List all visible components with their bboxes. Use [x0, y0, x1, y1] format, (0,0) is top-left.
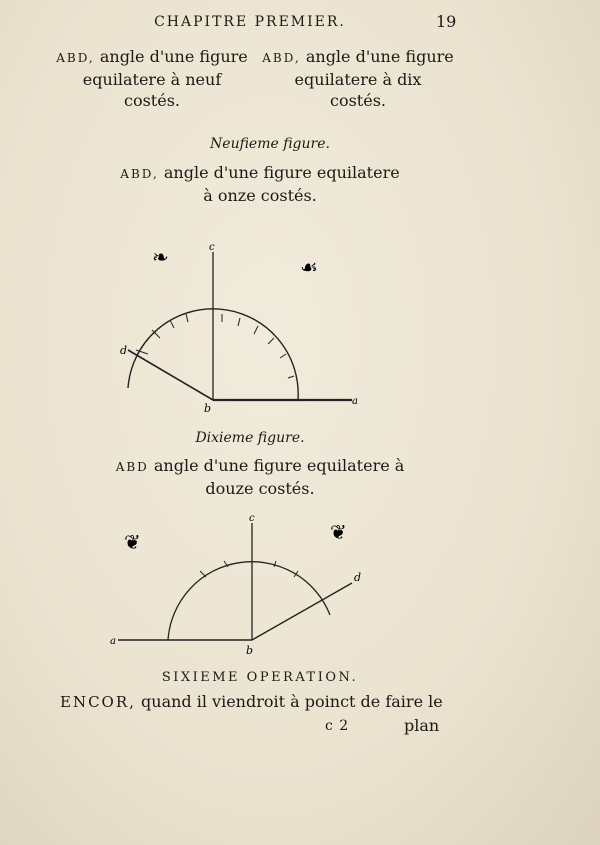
caption-line: equilatere à neuf: [82, 70, 222, 89]
point-label-b: b: [246, 644, 254, 657]
catchword: plan: [404, 716, 440, 735]
caption-twelve-sides: [80, 455, 440, 499]
running-header: CHAPITRE PREMIER.: [154, 14, 346, 30]
caption-label: ABD,: [56, 51, 95, 65]
caption-ten-sides: [258, 46, 458, 111]
caption-line: douze costés.: [205, 479, 315, 498]
caption-label: ABD,: [120, 167, 159, 181]
caption-label: ABD: [115, 460, 149, 474]
caption-line: angle d'une figure: [305, 47, 454, 66]
angle-line: [128, 350, 213, 400]
arc-ticks: [200, 561, 298, 577]
caption-eleven-sides: [90, 162, 430, 206]
body-text-line: [60, 692, 460, 711]
page-number: 19: [436, 12, 457, 31]
caption-line: angle d'une figure: [99, 47, 248, 66]
ornament-icon: ❧: [152, 245, 169, 269]
point-label-b: b: [204, 402, 212, 415]
ornament-icon: ☙: [300, 255, 318, 279]
figure-title-ninth: Neufieme figure.: [210, 136, 330, 152]
ornament-icon: ❦: [124, 530, 141, 554]
diagram-ninth-figure: [0, 230, 600, 420]
caption-line: costés.: [330, 91, 386, 110]
point-label-d: d: [120, 344, 128, 357]
figure-title-tenth: Dixieme figure.: [195, 430, 305, 446]
caption-line: à onze costés.: [203, 186, 317, 205]
body-text: quand il viendroit à poinct de faire le: [141, 692, 443, 711]
drop-cap-word: ENCOR,: [60, 693, 136, 711]
point-label-c: c: [209, 242, 215, 253]
caption-line: equilatere à dix: [294, 70, 422, 89]
caption-nine-sides: [52, 46, 252, 111]
section-heading: SIXIEME OPERATION.: [161, 670, 359, 685]
diagram-tenth-figure: [0, 505, 600, 665]
point-label-a: a: [110, 636, 116, 647]
caption-label: ABD,: [262, 51, 301, 65]
point-label-c: c: [249, 513, 255, 524]
point-label-a: a: [352, 396, 358, 407]
angle-line: [252, 583, 352, 640]
caption-line: angle d'une figure equilatere: [163, 163, 400, 182]
caption-line: angle d'une figure equilatere à: [153, 456, 405, 475]
arc: [168, 562, 330, 640]
ornament-icon: ❦: [330, 520, 347, 544]
point-label-d: d: [354, 571, 362, 584]
caption-line: costés.: [124, 91, 180, 110]
signature-mark: c 2: [325, 718, 350, 734]
